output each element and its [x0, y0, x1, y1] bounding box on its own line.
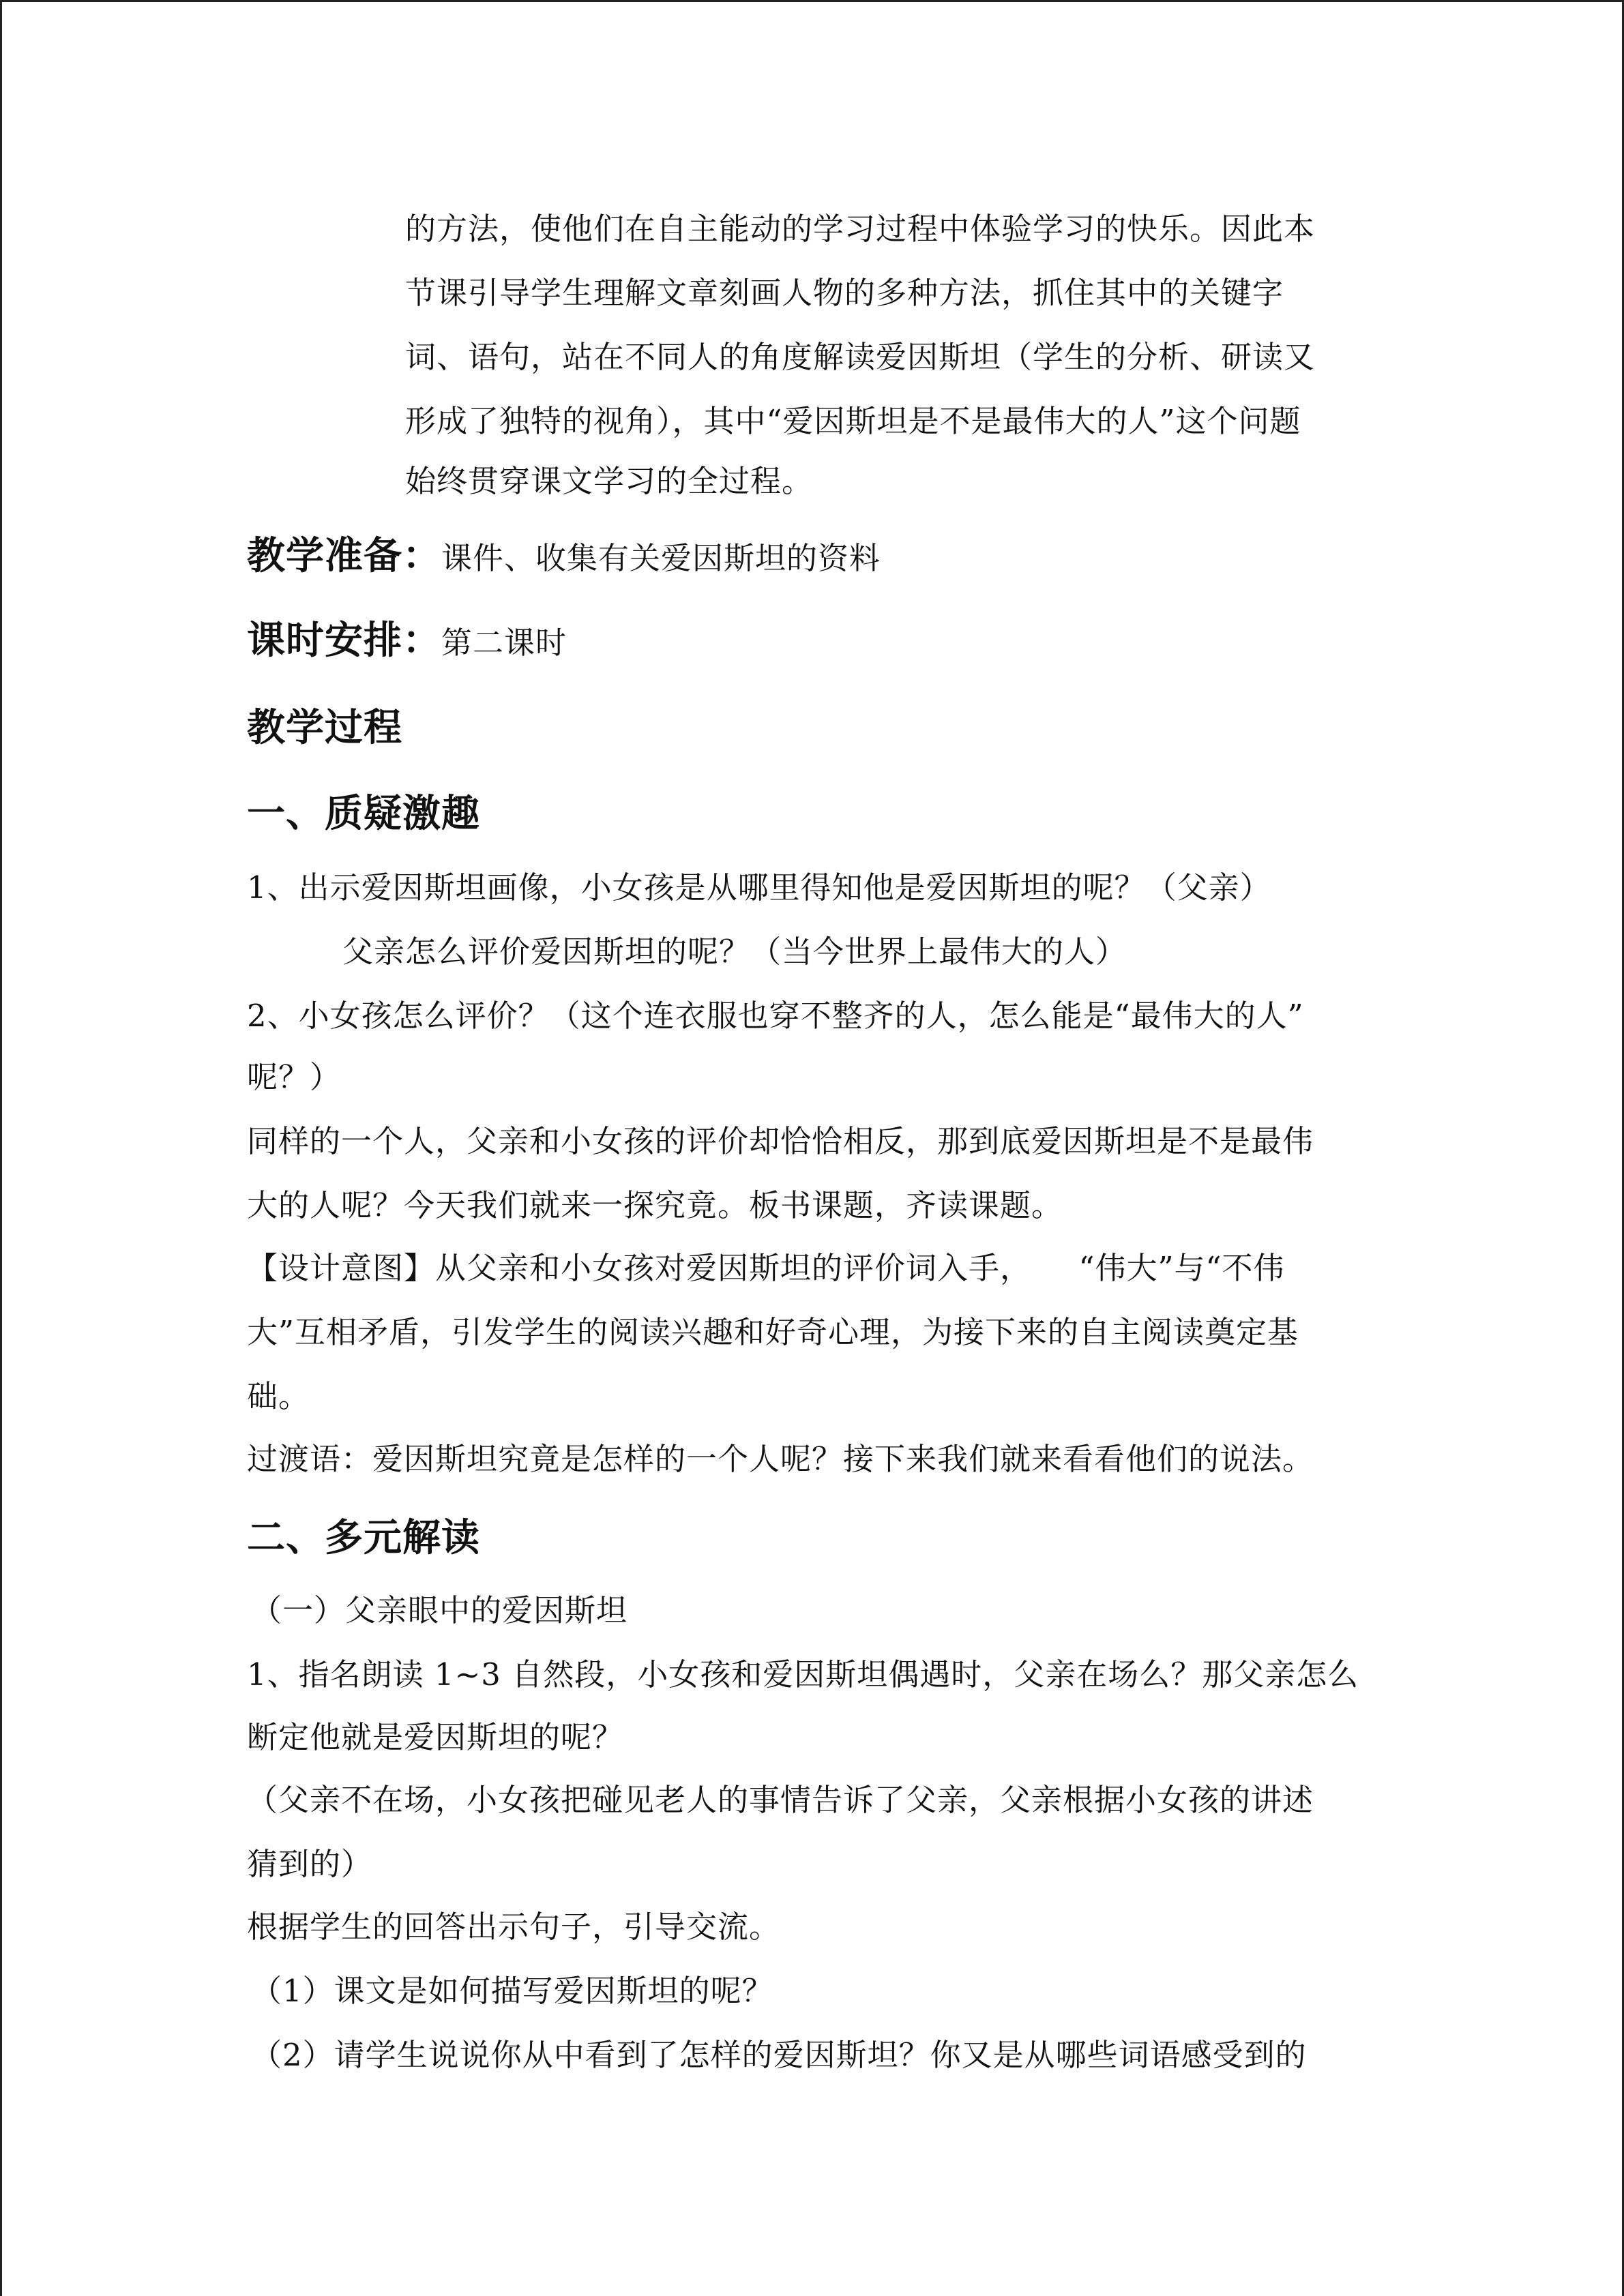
section2-line-1: （一）父亲眼中的爱因斯坦	[251, 1592, 628, 1628]
section2-line-7: （1）课文是如何描写爱因斯坦的呢？	[251, 1973, 773, 2009]
process-heading: 教学过程	[247, 706, 402, 750]
page-border-top	[0, 0, 1624, 2]
section2-line-6: 根据学生的回答出示句子，引导交流。	[247, 1909, 781, 1945]
section1-line-3: 2、小女孩怎么评价？（这个连衣服也穿不整齐的人，怎么能是“最伟大的人”	[247, 998, 1304, 1034]
section2-line-8: （2）请学生说说你从中看到了怎样的爱因斯坦？你又是从哪些词语感受到的	[251, 2037, 1307, 2073]
section2-line-5: 猜到的）	[247, 1846, 373, 1882]
section2-line-2: 1、指名朗读 1~3 自然段，小女孩和爱因斯坦偶遇时，父亲在场么？那父亲怎么	[247, 1656, 1359, 1693]
section1-line-9: 础。	[247, 1378, 310, 1414]
intro-line-4: 形成了独特的视角），其中“爱因斯坦是不是最伟大的人”这个问题	[405, 403, 1301, 439]
section1-line-10: 过渡语：爱因斯坦究竟是怎样的一个人呢？接下来我们就来看看他们的说法。	[247, 1441, 1314, 1477]
section1-line-5: 同样的一个人，父亲和小女孩的评价却恰恰相反，那到底爱因斯坦是不是最伟	[247, 1123, 1314, 1159]
schedule-label: 课时安排：	[247, 618, 441, 663]
preparation-label: 教学准备：	[247, 534, 441, 578]
section1-line-8: 大”互相矛盾，引发学生的阅读兴趣和好奇心理，为接下来的自主阅读奠定基	[247, 1314, 1299, 1350]
section2-line-3: 断定他就是爱因斯坦的呢？	[247, 1719, 624, 1755]
section2-line-4: （父亲不在场，小女孩把碰见老人的事情告诉了父亲，父亲根据小女孩的讲述	[247, 1782, 1314, 1818]
preparation-value: 课件、收集有关爱因斯坦的资料	[441, 540, 881, 576]
preparation-row	[247, 536, 881, 579]
intro-line-3: 词、语句，站在不同人的角度解读爱因斯坦（学生的分析、研读又	[405, 339, 1316, 375]
section1-line-6: 大的人呢？今天我们就来一探究竟。板书课题，齐读课题。	[247, 1187, 1063, 1223]
section1-line-1: 1、出示爱因斯坦画像，小女孩是从哪里得知他是爱因斯坦的呢？（父亲）	[247, 869, 1271, 906]
page-border-left	[0, 0, 2, 2296]
intro-line-1: 的方法，使他们在自主能动的学习过程中体验学习的快乐。因此本	[405, 211, 1316, 247]
schedule-value: 第二课时	[441, 625, 567, 661]
section1-line-4: 呢？）	[247, 1059, 342, 1095]
section1-line-2: 父亲怎么评价爱因斯坦的呢？（当今世界上最伟大的人）	[342, 934, 1127, 970]
intro-line-2: 节课引导学生理解文章刻画人物的多种方法，抓住其中的关键字	[405, 275, 1284, 311]
section1-line-7: 【设计意图】从父亲和小女孩对爱因斯坦的评价词入手， “伟大”与“不伟	[247, 1250, 1285, 1286]
schedule-row	[247, 618, 567, 664]
intro-line-5: 始终贯穿课文学习的全过程。	[405, 463, 814, 499]
section2-heading: 二、多元解读	[247, 1516, 480, 1560]
section1-heading: 一、质疑激趣	[247, 792, 480, 836]
